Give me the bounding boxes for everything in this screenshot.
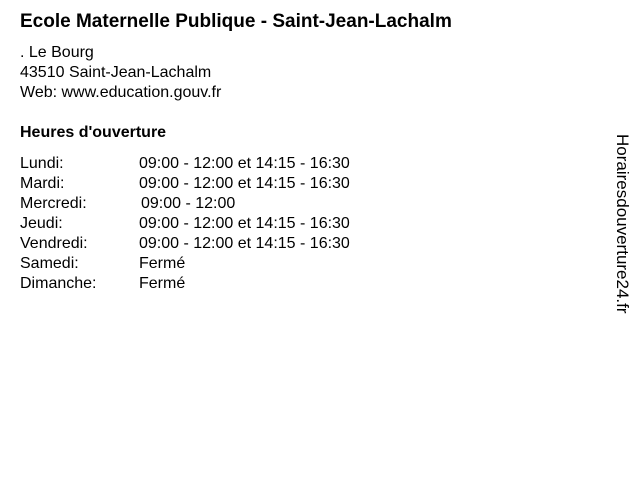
time-value: 09:00 - 12:00 et 14:15 - 16:30: [139, 235, 350, 252]
time-value: Fermé: [139, 275, 186, 292]
day-label: Dimanche:: [20, 275, 97, 292]
day-label: Vendredi:: [20, 235, 88, 252]
day-label: Samedi:: [20, 255, 79, 272]
time-value: Fermé: [139, 255, 186, 272]
day-label: Mercredi:: [20, 195, 87, 212]
page-title: Ecole Maternelle Publique - Saint-Jean-Lachalm: [20, 11, 452, 32]
address-street: . Le Bourg: [20, 44, 94, 61]
day-label: Lundi:: [20, 155, 64, 172]
opening-hours-heading: Heures d'ouverture: [20, 124, 167, 141]
time-value: 09:00 - 12:00: [141, 195, 236, 212]
address-city: 43510 Saint-Jean-Lachalm: [20, 64, 212, 81]
time-value: 09:00 - 12:00 et 14:15 - 16:30: [139, 175, 350, 192]
time-value: 09:00 - 12:00 et 14:15 - 16:30: [139, 215, 350, 232]
brand-watermark: Horairesdouverture24.fr: [613, 134, 632, 314]
day-label: Jeudi:: [20, 215, 63, 232]
day-label: Mardi:: [20, 175, 65, 192]
website-text: Web: www.education.gouv.fr: [20, 84, 222, 101]
address-block: [20, 43, 221, 103]
time-value: 09:00 - 12:00 et 14:15 - 16:30: [139, 155, 350, 172]
